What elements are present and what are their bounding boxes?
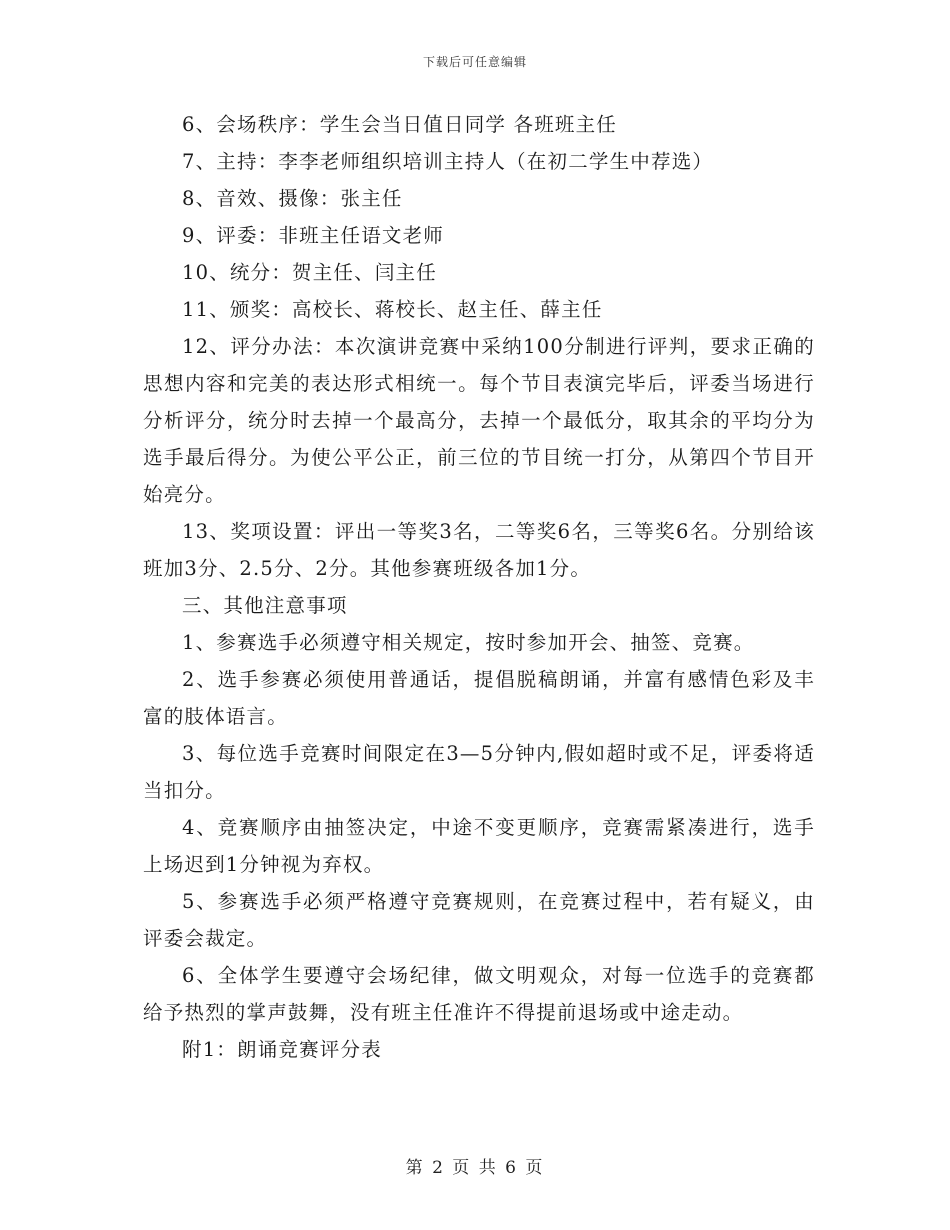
paragraph-judges: 9、评委：非班主任语文老师: [182, 224, 445, 247]
paragraph-note-3: 3、每位选手竞赛时间限定在3—5分钟内,假如超时或不足，评委将适当扣分。: [143, 742, 815, 802]
page-header: 下载后可任意编辑: [422, 55, 527, 69]
page-footer: 第 2 页 共 6 页: [405, 1158, 545, 1178]
paragraph-note-2: 2、选手参赛必须使用普通话，提倡脱稿朗诵，并富有感情色彩及丰富的肢体语言。: [143, 668, 815, 728]
paragraph-note-4: 4、竞赛顺序由抽签决定，中途不变更顺序，竞赛需紧凑进行，选手上场迟到1分钟视为弃权。: [143, 816, 815, 876]
document-body: [143, 106, 815, 1068]
paragraph-appendix: 附1：朗诵竞赛评分表: [182, 1038, 382, 1061]
paragraph-scoring-method: 12、评分办法：本次演讲竞赛中采纳100分制进行评判，要求正确的思想内容和完美的表达形式相统一。每个节目表演完毕后，评委当场进行分析评分，统分时去掉一个最高分，去掉一个最低分，取其余的平均分为选手最后得分。为使公平公正，前三位的节目统一打分，从第四个节目开始亮分。: [143, 335, 815, 506]
paragraph-host: 7、主持：李李老师组织培训主持人（在初二学生中荐选）: [182, 150, 714, 173]
paragraph-note-5: 5、参赛选手必须严格遵守竞赛规则，在竞赛过程中，若有疑义，由评委会裁定。: [143, 890, 815, 950]
paragraph-awards: 11、颁奖：高校长、蒋校长、赵主任、薛主任: [182, 298, 603, 321]
paragraph-staff-order: 6、会场秩序：学生会当日值日同学 各班班主任: [182, 113, 618, 136]
paragraph-note-6: 6、全体学生要遵守会场纪律，做文明观众，对每一位选手的竞赛都给予热烈的掌声鼓舞，没有班主任准许不得提前退场或中途走动。: [143, 964, 815, 1024]
paragraph-scoring-staff: 10、统分：贺主任、闫主任: [182, 261, 437, 284]
paragraph-prize-settings: 13、奖项设置：评出一等奖3名，二等奖6名，三等奖6名。分别给该班加3分、2.5分、2分。其他参赛班级各加1分。: [143, 520, 815, 580]
paragraph-audio-video: 8、音效、摄像：张主任: [182, 187, 403, 210]
paragraph-note-1: 1、参赛选手必须遵守相关规定，按时参加开会、抽签、竞赛。: [182, 631, 755, 654]
section-heading-notes: 三、其他注意事项: [182, 594, 348, 617]
